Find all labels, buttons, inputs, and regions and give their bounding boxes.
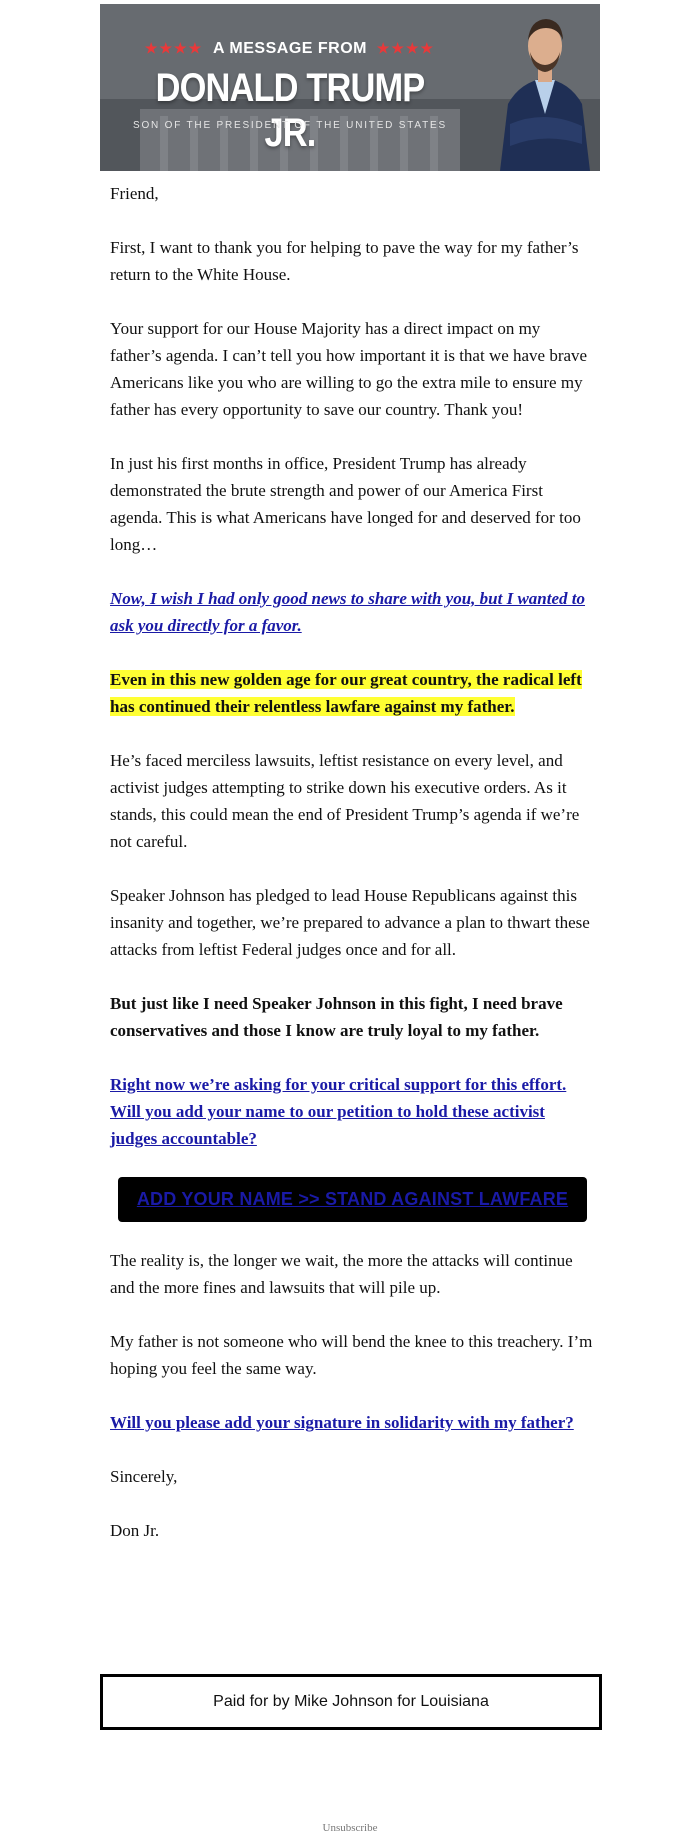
favor-link[interactable]: Now, I wish I had only good news to share with you, but I wanted to ask you directly for a favor. xyxy=(110,589,586,635)
signature-link[interactable]: Will you please add your signature in solidarity with my father? xyxy=(110,1413,574,1432)
stars-left-icon: ★★★★ xyxy=(144,40,204,56)
highlight-paragraph xyxy=(110,666,595,720)
paragraph-thanks: First, I want to thank you for helping to pave the way for my father’s return to the White House. xyxy=(110,238,579,284)
paragraph-lawsuits: He’s faced merciless lawsuits, leftist resistance on every level, and activist judges attempting to strike down his executive orders. As it stands, this could mean the end of President Trump’s agenda if we’re not careful. xyxy=(110,751,580,851)
favor-link-paragraph xyxy=(110,585,595,639)
banner-eyebrow xyxy=(100,40,480,58)
paragraph-bold-appeal: But just like I need Speaker Johnson in this fight, I need brave conservatives and those I know are truly loyal to my father. xyxy=(110,994,563,1040)
petition-link[interactable]: Right now we’re asking for your critical support for this effort. Will you add your name to our petition to hold these activist judges accountable? xyxy=(110,1075,567,1148)
signature-link-paragraph xyxy=(110,1409,595,1436)
signature: Don Jr. xyxy=(110,1521,160,1540)
letter-body xyxy=(110,180,595,1571)
banner-name: DONALD TRUMP JR. xyxy=(155,66,425,155)
unsubscribe-link[interactable]: Unsubscribe xyxy=(322,1822,378,1834)
add-your-name-button[interactable]: ADD YOUR NAME >> STAND AGAINST LAWFARE xyxy=(118,1177,587,1222)
stars-right-icon: ★★★★ xyxy=(376,40,436,56)
paid-for-disclaimer: Paid for by Mike Johnson for Louisiana xyxy=(100,1674,602,1730)
header-banner xyxy=(100,4,600,171)
banner-eyebrow-text: A MESSAGE FROM xyxy=(213,40,367,57)
paragraph-reality: The reality is, the longer we wait, the more the attacks will continue and the more fines and lawsuits that will pile up. xyxy=(110,1251,573,1297)
portrait-image xyxy=(490,4,600,171)
closing: Sincerely, xyxy=(110,1467,178,1486)
unsubscribe-footer xyxy=(0,1822,700,1834)
paragraph-support: Your support for our House Majority has a direct impact on my father’s agenda. I can’t tell you how important it is that we have brave Americans like you who are willing to go the extra mile to ensure my father has every opportunity to save our country. Thank you! xyxy=(110,319,588,419)
highlighted-text: Even in this new golden age for our great country, the radical left has continued their relentless lawfare against my father. xyxy=(110,670,582,716)
paragraph-first-months: In just his first months in office, President Trump has already demonstrated the brute strength and power of our America First agenda. This is what Americans have longed for and deserved for too long… xyxy=(110,454,581,554)
greeting: Friend, xyxy=(110,184,159,203)
paragraph-speaker: Speaker Johnson has pledged to lead House Republicans against this insanity and together, we’re prepared to advance a plan to thwart these attacks from leftist Federal judges once and for all. xyxy=(110,886,590,959)
paragraph-bend-knee: My father is not someone who will bend the knee to this treachery. I’m hoping you feel the same way. xyxy=(110,1332,593,1378)
banner-subtitle: SON OF THE PRESIDENT OF THE UNITED STATES xyxy=(132,120,447,131)
petition-link-paragraph xyxy=(110,1071,595,1152)
